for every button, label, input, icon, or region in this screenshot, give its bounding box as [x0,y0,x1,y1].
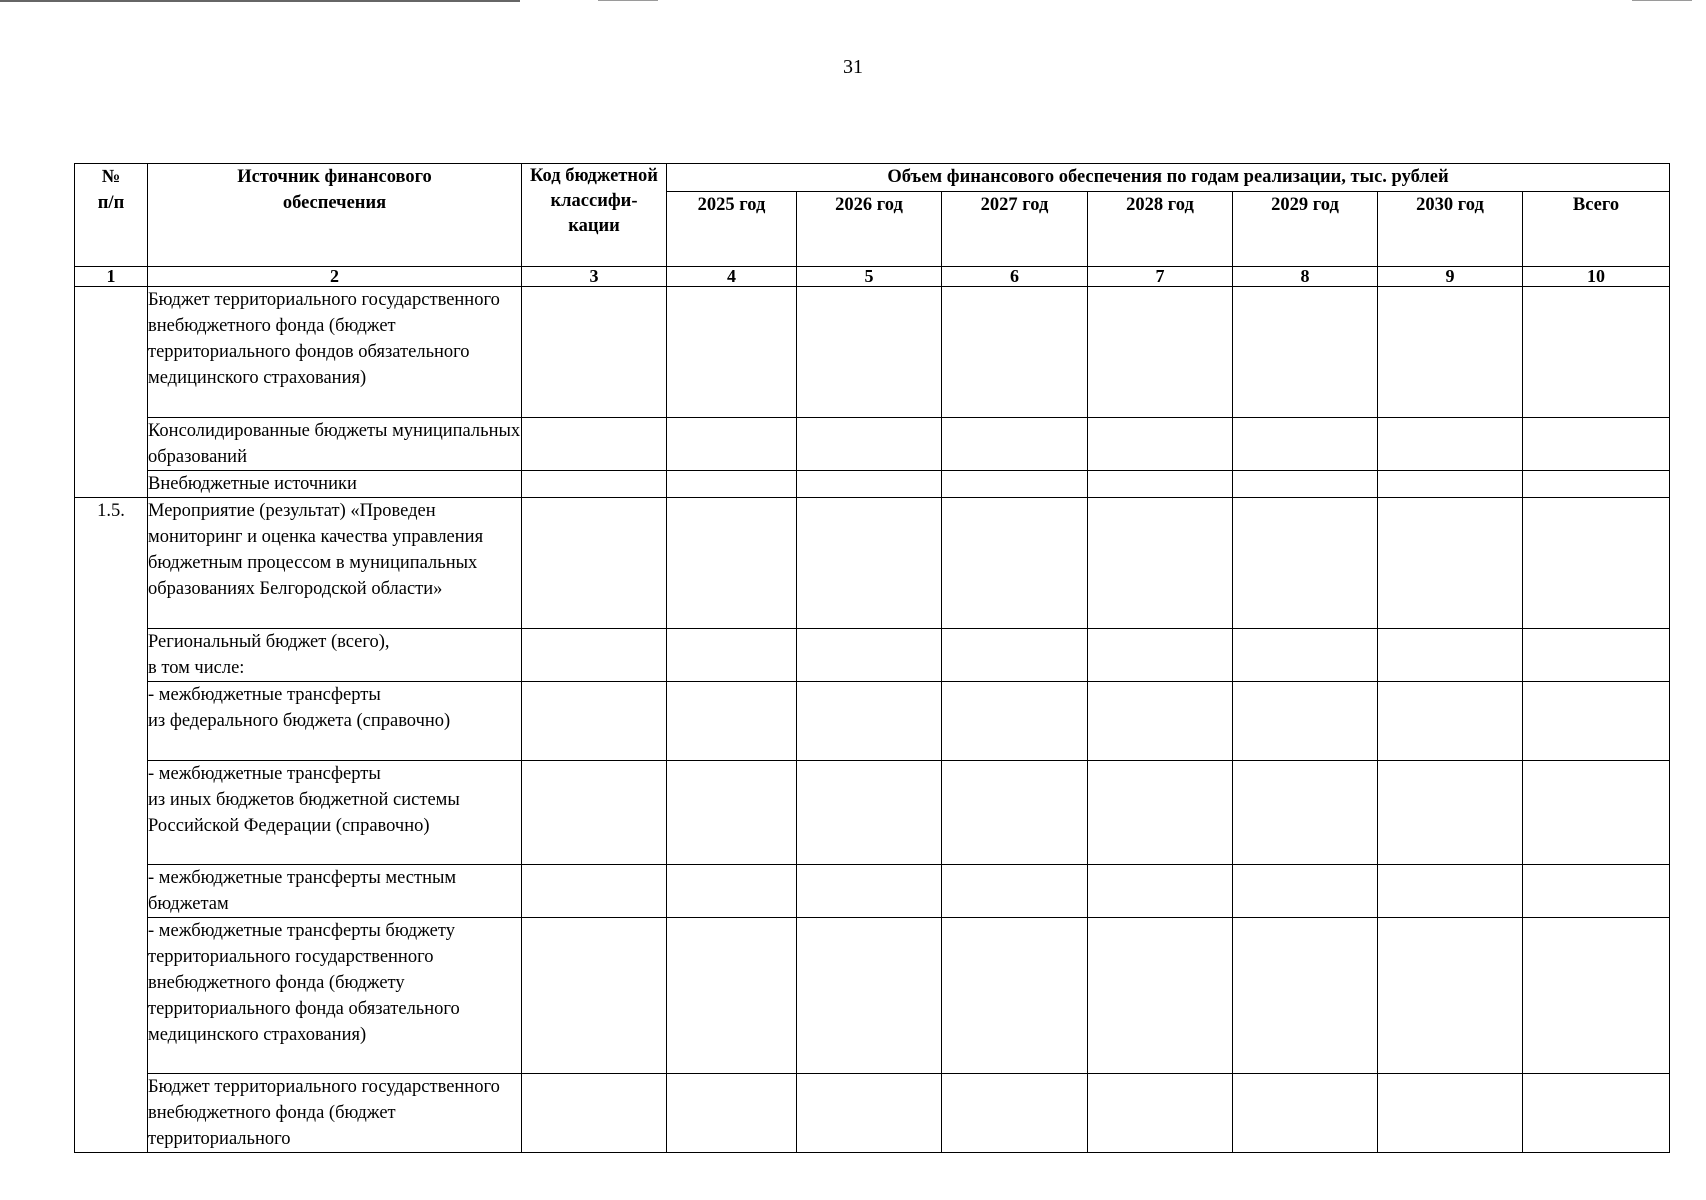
value-cell [1378,865,1523,918]
value-cell [1233,682,1378,761]
value-cell [942,865,1088,918]
value-cell [1233,1074,1378,1153]
value-cell [1378,1074,1523,1153]
value-cell [797,418,942,471]
kbk-cell [522,471,667,498]
value-cell [797,761,942,865]
row-source: - межбюджетные трансферты из иных бюджетов бюджетной системы Российской Федерации (справочно) [148,761,522,865]
table-row [75,498,1670,629]
value-cell [1233,418,1378,471]
value-cell [1523,682,1670,761]
value-cell [1523,918,1670,1074]
value-cell [1233,761,1378,865]
value-cell [1088,498,1233,629]
value-cell [667,865,797,918]
value-cell [1233,918,1378,1074]
value-cell [1378,471,1523,498]
value-cell [942,1074,1088,1153]
value-cell [1088,761,1233,865]
value-cell [1233,287,1378,418]
value-cell [1523,1074,1670,1153]
value-cell [1378,761,1523,865]
value-cell [1088,471,1233,498]
value-cell [1378,498,1523,629]
value-cell [797,918,942,1074]
value-cell [1233,498,1378,629]
column-number: 10 [1523,267,1670,287]
value-cell [1088,865,1233,918]
table-row [75,682,1670,761]
value-cell [1523,418,1670,471]
value-cell [1523,287,1670,418]
value-cell [1378,918,1523,1074]
value-cell [1088,918,1233,1074]
column-number: 4 [667,267,797,287]
kbk-cell [522,865,667,918]
value-cell [797,287,942,418]
value-cell [1233,471,1378,498]
value-cell [667,471,797,498]
value-cell [942,498,1088,629]
scan-artifact-line [0,0,520,2]
value-cell [797,498,942,629]
value-cell [1088,1074,1233,1153]
value-cell [1523,471,1670,498]
value-cell [1233,865,1378,918]
value-cell [942,629,1088,682]
col-header-source: Источник финансового обеспечения [148,164,522,267]
table-row [75,287,1670,418]
value-cell [1233,629,1378,682]
value-cell [797,682,942,761]
value-cell [1378,682,1523,761]
col-header-year-2025: 2025 год [667,192,797,267]
value-cell [667,498,797,629]
value-cell [667,629,797,682]
row-source: Региональный бюджет (всего), в том числе: [148,629,522,682]
kbk-cell [522,1074,667,1153]
row-source: - межбюджетные трансферты бюджету территориального государственного внебюджетного фонда (бюджету территориального фонда обязательного медицинского страхования) [148,918,522,1074]
column-number: 9 [1378,267,1523,287]
value-cell [797,629,942,682]
kbk-cell [522,761,667,865]
kbk-cell [522,287,667,418]
col-header-year-2028: 2028 год [1088,192,1233,267]
value-cell [667,918,797,1074]
table-row [75,471,1670,498]
value-cell [942,471,1088,498]
scan-artifact-line [598,0,658,1]
kbk-cell [522,629,667,682]
kbk-cell [522,682,667,761]
page-number: 31 [843,56,863,78]
row-source: - межбюджетные трансферты из федерального бюджета (справочно) [148,682,522,761]
column-number: 5 [797,267,942,287]
value-cell [1378,418,1523,471]
value-cell [667,682,797,761]
row-number: 1.5. [75,498,148,1153]
value-cell [1378,629,1523,682]
value-cell [797,1074,942,1153]
col-header-year-2029: 2029 год [1233,192,1378,267]
row-source: Консолидированные бюджеты муниципальных образований [148,418,522,471]
col-header-year-2030: 2030 год [1378,192,1523,267]
value-cell [1378,287,1523,418]
table-row [75,918,1670,1074]
value-cell [1088,287,1233,418]
value-cell [1523,865,1670,918]
financing-table [74,163,1670,1153]
value-cell [942,418,1088,471]
row-source: Бюджет территориального государственного внебюджетного фонда (бюджет территориального [148,1074,522,1153]
kbk-cell [522,918,667,1074]
table-row [75,761,1670,865]
value-cell [667,418,797,471]
col-header-year-2026: 2026 год [797,192,942,267]
table-row [75,629,1670,682]
value-cell [1088,418,1233,471]
value-cell [1523,498,1670,629]
column-number: 3 [522,267,667,287]
column-number: 1 [75,267,148,287]
row-source: Внебюджетные источники [148,471,522,498]
table-row [75,865,1670,918]
column-number: 2 [148,267,522,287]
scan-artifact-line [1632,0,1692,1]
row-number [75,287,148,498]
value-cell [797,865,942,918]
column-number: 8 [1233,267,1378,287]
value-cell [797,471,942,498]
value-cell [1523,629,1670,682]
kbk-cell [522,418,667,471]
column-number: 6 [942,267,1088,287]
value-cell [667,1074,797,1153]
value-cell [667,761,797,865]
value-cell [942,918,1088,1074]
value-cell [1088,682,1233,761]
column-number: 7 [1088,267,1233,287]
table-row [75,1074,1670,1153]
kbk-cell [522,498,667,629]
value-cell [942,287,1088,418]
row-source: Мероприятие (результат) «Проведен мониторинг и оценка качества управления бюджетным процессом в муниципальных образованиях Белгородской области» [148,498,522,629]
row-source: - межбюджетные трансферты местным бюджетам [148,865,522,918]
value-cell [1088,629,1233,682]
col-header-year-2027: 2027 год [942,192,1088,267]
col-header-number: № п/п [75,164,148,267]
value-cell [1523,761,1670,865]
value-cell [667,287,797,418]
col-header-volume: Объем финансового обеспечения по годам реализации, тыс. рублей [667,164,1670,192]
row-source: Бюджет территориального государственного внебюджетного фонда (бюджет территориального фондов обязательного медицинского страхования) [148,287,522,418]
col-header-kbk: Код бюджетной классифи-кации [522,164,667,267]
value-cell [942,682,1088,761]
value-cell [942,761,1088,865]
table-row [75,418,1670,471]
col-header-total: Всего [1523,192,1670,267]
